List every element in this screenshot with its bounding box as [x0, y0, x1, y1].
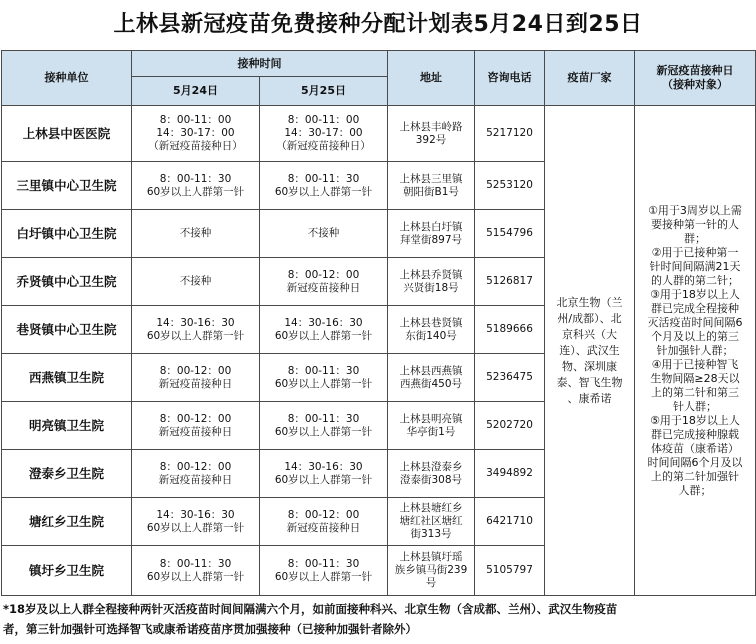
targets-line: 针加强针人群； [656, 343, 734, 357]
address-line: 上林县澄泰乡 [399, 460, 463, 473]
unit-cell: 上林县中医医院 [2, 106, 132, 162]
day1-time-line: 8：00-12：00 [159, 412, 232, 425]
day1-time-line: 60岁以上人群第一针 [146, 329, 245, 342]
address-line: 上林县乔贤镇 [399, 268, 463, 281]
vendor-line: 泰、智飞生物 [556, 375, 623, 389]
day2-time-cell [260, 306, 388, 354]
day1-time-line: 新冠疫苗接种日 [158, 377, 233, 390]
day2-time-line: 不接种 [307, 227, 340, 239]
day1-time-line: （新冠疫苗接种日） [148, 140, 243, 152]
day1-time-line: 8：00-11：30 [159, 172, 232, 185]
address-cell [388, 450, 475, 498]
day1-time-line: 新冠疫苗接种日 [158, 425, 233, 438]
address-line: 拜堂街897号 [399, 233, 463, 246]
address-line: 号 [425, 577, 437, 589]
address-cell [388, 354, 475, 402]
unit-cell: 明亮镇卫生院 [2, 402, 132, 450]
targets-line: 针人群； [673, 399, 717, 413]
address-line: 族乡镇马街239 [394, 564, 468, 576]
day2-time-cell [260, 162, 388, 210]
phone-cell: 5236475 [475, 354, 545, 402]
day2-time-line: 14：30-16：30 [284, 316, 363, 329]
targets-line: 体疫苗（康希诺） [651, 441, 739, 455]
vendor-line: 、康希诺 [567, 391, 612, 405]
unit-cell: 镇圩乡卫生院 [2, 546, 132, 596]
day2-time-line: 8：00-11：30 [287, 364, 360, 377]
address-line: 上林县白圩镇 [399, 220, 463, 233]
address-line: 上林县丰岭路 [399, 120, 463, 133]
address-cell [388, 306, 475, 354]
day2-time-line: 8：00-11：00 [287, 114, 360, 126]
day1-time-line: 不接种 [179, 275, 212, 287]
vaccination-schedule-table [1, 50, 756, 596]
day1-time-cell [132, 498, 260, 546]
vendor-line: 州/成都）、北 [557, 311, 622, 325]
table-row [2, 106, 756, 162]
day1-time-line: 不接种 [179, 227, 212, 239]
header-targets-line2: （接种对象） [662, 78, 728, 91]
unit-cell: 西燕镇卫生院 [2, 354, 132, 402]
phone-cell: 3494892 [475, 450, 545, 498]
day2-time-line: 8：00-11：30 [287, 412, 360, 425]
targets-line: 群已完成接种腺载 [651, 427, 739, 441]
vendor-line: 连）、武汉生 [559, 343, 620, 357]
day1-time-cell [132, 402, 260, 450]
unit-cell: 澄泰乡卫生院 [2, 450, 132, 498]
day2-time-cell [260, 258, 388, 306]
address-cell [388, 106, 475, 162]
address-line: 朝阳街B1号 [403, 185, 459, 198]
address-line: 上林县塘红乡 [399, 502, 463, 514]
targets-line: ⑤用于18岁以上人 [650, 413, 740, 427]
header-time-group: 接种时间 [132, 51, 388, 77]
address-line: 上林县巷贤镇 [399, 316, 463, 329]
address-line: 上林县西燕镇 [399, 364, 463, 377]
phone-cell: 5105797 [475, 546, 545, 596]
address-line: 东街140号 [405, 329, 457, 342]
vendor-line: 京科兴（大 [562, 327, 617, 341]
day2-time-cell [260, 546, 388, 596]
address-line: 上林县明亮镇 [399, 412, 463, 425]
day2-time-line: 60岁以上人群第一针 [274, 425, 373, 438]
targets-line: 要接种第一针的人 [651, 217, 739, 231]
day2-time-line: 14：30-16：30 [284, 460, 363, 473]
targets-cell [635, 106, 756, 596]
address-line: 西燕街450号 [399, 377, 463, 390]
day2-time-line: 60岁以上人群第一针 [274, 185, 373, 198]
targets-line: 的人群的第二针； [651, 273, 739, 287]
day1-time-cell [132, 106, 260, 162]
day1-time-cell [132, 450, 260, 498]
unit-cell: 塘红乡卫生院 [2, 498, 132, 546]
address-line: 392号 [415, 133, 447, 146]
address-cell [388, 498, 475, 546]
footnote [3, 599, 755, 639]
vendor-line: 北京生物（兰 [556, 295, 623, 309]
address-cell [388, 210, 475, 258]
day1-time-cell [132, 258, 260, 306]
header-targets-line1: 新冠疫苗接种日 [656, 64, 734, 77]
header-unit: 接种单位 [2, 51, 132, 106]
targets-line: 时间间隔6个月及以 [647, 455, 743, 469]
targets-line: 上的第二针加强针 [651, 469, 739, 483]
day2-time-cell [260, 450, 388, 498]
header-targets [635, 51, 756, 106]
day2-time-line: 60岁以上人群第一针 [274, 329, 373, 342]
day1-time-line: 60岁以上人群第一针 [146, 570, 245, 583]
header-day1: 5月24日 [132, 77, 260, 106]
footnote-line1: *18岁及以上人群全程接种两针灭活疫苗时间间隔满六个月，如前面接种科兴、北京生物（含成都、兰州）、武汉生物疫苗 [3, 602, 618, 616]
day2-time-cell [260, 354, 388, 402]
page-title: 上林县新冠疫苗免费接种分配计划表5月24日到25日 [113, 12, 643, 37]
unit-cell: 白圩镇中心卫生院 [2, 210, 132, 258]
day2-time-line: 60岁以上人群第一针 [274, 570, 373, 583]
address-line: 塘红社区塘红 [399, 515, 463, 527]
day1-time-line: 14：30-16：30 [156, 316, 235, 329]
address-cell [388, 258, 475, 306]
day1-time-line: 14：30-16：30 [156, 508, 235, 521]
phone-cell: 5253120 [475, 162, 545, 210]
day2-time-line: （新冠疫苗接种日） [276, 140, 371, 152]
day2-time-line: 8：00-11：30 [287, 557, 360, 570]
table-body [2, 106, 756, 596]
day1-time-cell [132, 306, 260, 354]
address-cell [388, 546, 475, 596]
targets-line: 针时间间隔满21天 [649, 259, 741, 273]
day1-time-line: 14：30-17：00 [156, 127, 235, 139]
header-address: 地址 [388, 51, 475, 106]
day1-time-line: 60岁以上人群第一针 [146, 185, 245, 198]
unit-cell: 乔贤镇中心卫生院 [2, 258, 132, 306]
day2-time-cell [260, 106, 388, 162]
address-line: 澄泰街308号 [399, 473, 463, 486]
day2-time-cell [260, 402, 388, 450]
day2-time-cell [260, 498, 388, 546]
targets-line: 个月及以上的第三 [651, 329, 739, 343]
targets-line: 群； [684, 231, 706, 245]
phone-cell: 5154796 [475, 210, 545, 258]
header-row-1 [2, 51, 756, 77]
day2-time-line: 8：00-11：30 [287, 172, 360, 185]
address-line: 街313号 [410, 528, 452, 540]
day2-time-line: 8：00-12：00 [287, 508, 360, 521]
targets-line: 人群； [678, 483, 712, 497]
day1-time-cell [132, 162, 260, 210]
address-line: 兴贤街18号 [403, 281, 459, 294]
day1-time-cell [132, 354, 260, 402]
footnote-line2: 者，第三针加强针可选择智飞或康希诺疫苗序贯加强接种（已接种加强针者除外） [3, 622, 417, 636]
targets-line: 上的第二针和第三 [651, 385, 739, 399]
day2-time-line: 60岁以上人群第一针 [274, 473, 373, 486]
unit-cell: 巷贤镇中心卫生院 [2, 306, 132, 354]
address-line: 上林县镇圩瑶 [399, 551, 463, 563]
address-cell [388, 402, 475, 450]
day2-time-line: 8：00-12：00 [287, 268, 360, 281]
day2-time-cell [260, 210, 388, 258]
day1-time-line: 8：00-11：30 [159, 557, 232, 570]
targets-line: ③用于18岁以上人 [650, 287, 740, 301]
targets-line: ②用于已接种第一 [651, 245, 739, 259]
targets-line: 灭活疫苗时间间隔6 [647, 315, 743, 329]
address-line: 华亭街1号 [406, 425, 456, 438]
phone-cell: 5217120 [475, 106, 545, 162]
targets-line: 群已完成全程接种 [651, 301, 739, 315]
day2-time-line: 14：30-17：00 [284, 127, 363, 139]
targets-line: ①用于3周岁以上需 [648, 203, 742, 217]
phone-cell: 5202720 [475, 402, 545, 450]
phone-cell: 6421710 [475, 498, 545, 546]
day1-time-line: 新冠疫苗接种日 [158, 473, 233, 486]
address-line: 上林县三里镇 [399, 172, 463, 185]
day2-time-line: 新冠疫苗接种日 [286, 521, 361, 534]
header-phone: 咨询电话 [475, 51, 545, 106]
day1-time-cell [132, 546, 260, 596]
phone-cell: 5189666 [475, 306, 545, 354]
day2-time-line: 新冠疫苗接种日 [286, 281, 361, 294]
targets-line: 生物间隔≥28天以 [650, 371, 740, 385]
phone-cell: 5126817 [475, 258, 545, 306]
day1-time-line: 8：00-11：00 [159, 114, 232, 126]
address-cell [388, 162, 475, 210]
header-day2: 5月25日 [260, 77, 388, 106]
vendor-line: 物、深圳康 [562, 359, 617, 373]
unit-cell: 三里镇中心卫生院 [2, 162, 132, 210]
vendor-cell [545, 106, 635, 596]
day1-time-line: 60岁以上人群第一针 [146, 521, 245, 534]
targets-line: ④用于已接种智飞 [651, 357, 739, 371]
header-vendor: 疫苗厂家 [545, 51, 635, 106]
day1-time-cell [132, 210, 260, 258]
day1-time-line: 8：00-12：00 [159, 364, 232, 377]
day1-time-line: 8：00-12：00 [159, 460, 232, 473]
day2-time-line: 60岁以上人群第一针 [274, 377, 373, 390]
